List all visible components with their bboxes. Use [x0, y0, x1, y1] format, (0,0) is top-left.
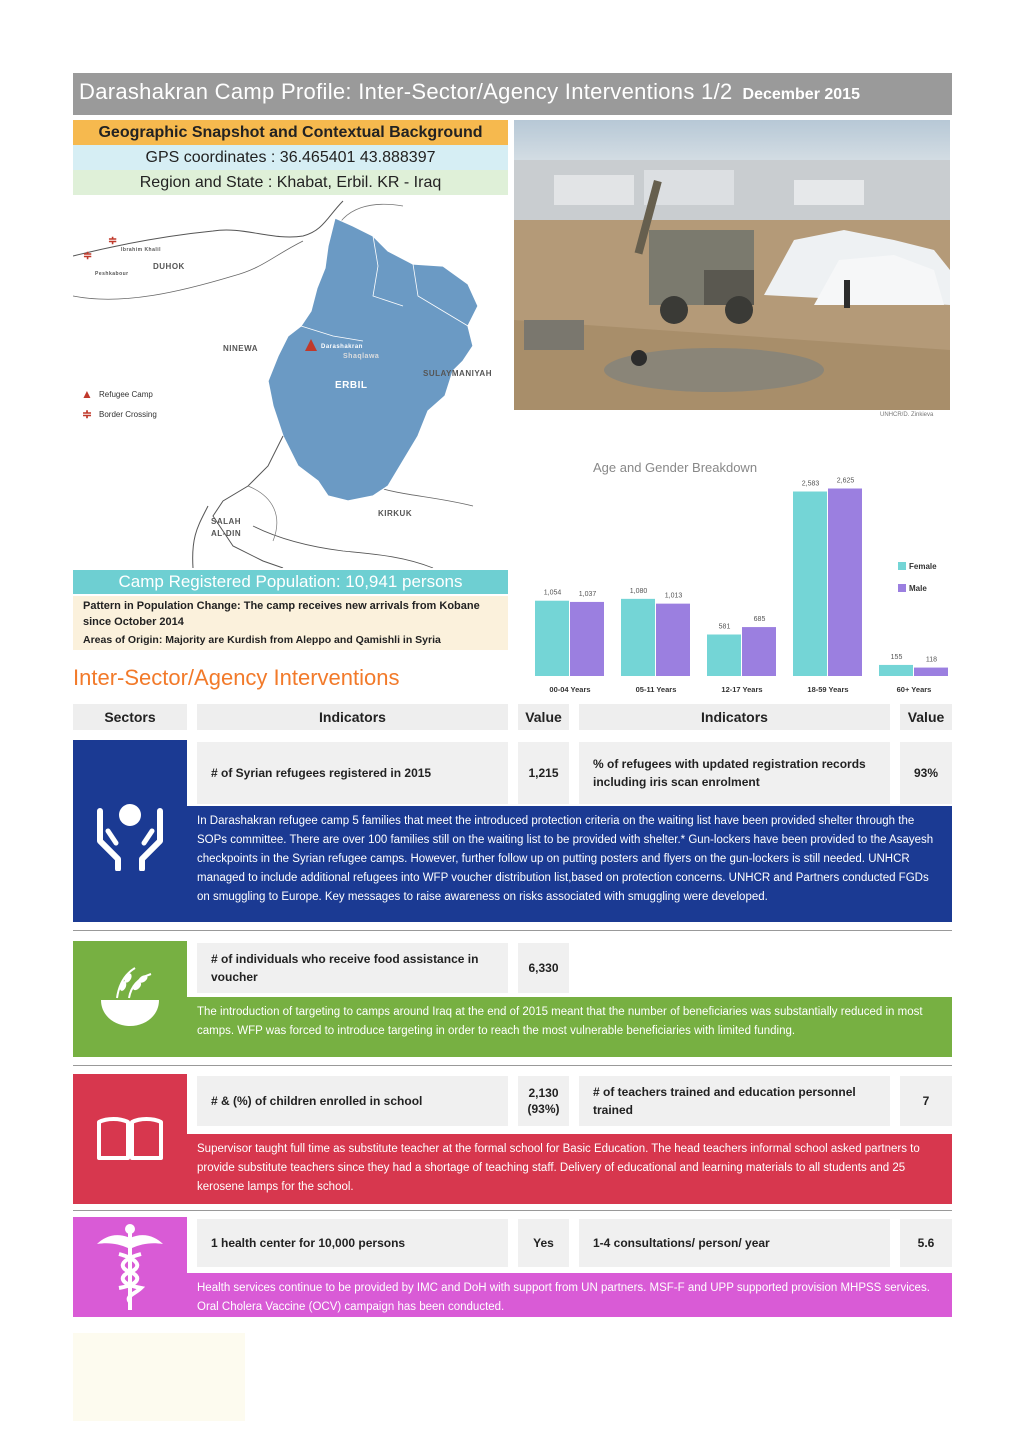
page-title: Darashakran Camp Profile: Inter-Sector/Agency Interventions 1/2 — [79, 79, 733, 104]
chart-data-label: 1,013 — [664, 592, 683, 600]
map-label-peshkabour: Peshkabour — [95, 271, 129, 277]
map-label-ninewa: NINEWA — [223, 344, 258, 353]
svg-text:≑: ≑ — [83, 250, 93, 262]
chart-bar — [707, 635, 741, 677]
chart-data-label: 685 — [753, 616, 766, 624]
section-divider — [73, 1065, 952, 1066]
chart-category-label: 18-59 Years — [807, 685, 849, 694]
report-date: December 2015 — [742, 86, 860, 103]
chart-data-label: 1,080 — [629, 587, 648, 595]
chart-data-label: 581 — [718, 623, 731, 631]
border-crossing-icon: ≑ — [81, 407, 93, 421]
map-label-erbil: ERBIL — [335, 380, 368, 391]
map-label-shaqlawa: Shaqlawa — [343, 353, 380, 360]
food-bowl-icon — [95, 964, 165, 1034]
chart-data-label: 2,625 — [836, 477, 855, 485]
protection-indicator-1: # of Syrian refugees registered in 2015 — [197, 742, 508, 804]
map-label-duhok: DUHOK — [153, 262, 185, 271]
header-indicators: Indicators — [197, 704, 508, 730]
chart-bar — [793, 492, 827, 677]
protection-sector — [73, 740, 187, 922]
map-label-aldin: AL-DIN — [211, 529, 242, 538]
food-indicator-1: # of individuals who receive food assistance in voucher — [197, 943, 508, 993]
protection-value-2: 93% — [900, 742, 952, 804]
open-book-icon — [95, 1114, 165, 1164]
legend-camp: ▲ Refugee Camp — [81, 387, 153, 401]
chart-bar — [742, 627, 776, 676]
education-indicator-2: # of teachers trained and education personnel trained — [579, 1076, 890, 1126]
chart-category-label: 00-04 Years — [549, 685, 591, 694]
education-narrative: Supervisor taught full time as substitute teacher at the formal school for Basic Education. The head teachers informal school asked partners to provide substitute teachers since they had a shortage of teaching staff. Delivery of educational and learning materials to all students and 25 kerosene lamps for the school. — [187, 1134, 952, 1204]
section-divider — [73, 1210, 952, 1211]
chart-bar — [570, 602, 604, 676]
chart-bar — [535, 601, 569, 676]
chart-title: Age and Gender Breakdown — [593, 460, 758, 475]
chart-data-label: 118 — [925, 656, 938, 664]
protection-hands-icon — [90, 791, 170, 871]
caduceus-icon — [95, 1222, 165, 1312]
header-sectors: Sectors — [73, 704, 187, 730]
chart-legend-swatch — [898, 562, 906, 570]
health-value-2: 5.6 — [900, 1219, 952, 1267]
age-gender-chart — [520, 450, 960, 700]
chart-data-label: 155 — [890, 653, 903, 661]
svg-text:≑: ≑ — [108, 235, 118, 247]
health-indicator-1: 1 health center for 10,000 persons — [197, 1219, 508, 1267]
geo-snapshot — [73, 120, 508, 195]
education-value-2: 7 — [900, 1076, 952, 1126]
header-value: Value — [518, 704, 569, 730]
health-indicator-2: 1-4 consultations/ person/ year — [579, 1219, 890, 1267]
chart-legend-label: Female — [909, 562, 937, 571]
map-label-salah: SALAH — [211, 517, 242, 526]
health-value-1: Yes — [518, 1219, 569, 1267]
location-map — [73, 196, 508, 568]
chart-legend-swatch — [898, 584, 906, 592]
page-title-bar — [73, 73, 952, 115]
legend-crossing: ≑ Border Crossing — [81, 407, 157, 421]
chart-data-label: 2,583 — [801, 480, 820, 488]
chart-legend-label: Male — [909, 584, 927, 593]
map-label-darashakran: Darashakran — [321, 344, 363, 350]
camp-photo — [514, 120, 950, 410]
chart-category-label: 05-11 Years — [635, 685, 677, 694]
geo-heading: Geographic Snapshot and Contextual Background — [73, 120, 508, 145]
food-value-1: 6,330 — [518, 943, 569, 993]
protection-value-1: 1,215 — [518, 742, 569, 804]
section-divider — [73, 930, 952, 931]
areas-of-origin: Areas of Origin: Majority are Kurdish from Aleppo and Qamishli in Syria — [73, 630, 508, 650]
food-sector — [73, 941, 187, 1057]
chart-bar — [828, 489, 862, 677]
health-narrative: Health services continue to be provided by IMC and DoH with support from UN partners. MSF-F and UPP supported provision MHPSS services. Oral Cholera Vaccine (OCV) campaign has been conducted. — [187, 1273, 952, 1317]
interventions-title: Inter-Sector/Agency Interventions — [73, 665, 400, 690]
gps-coordinates: GPS coordinates : 36.465401 43.888397 — [73, 145, 508, 170]
chart-bar — [879, 665, 913, 676]
header-value-2: Value — [900, 704, 952, 730]
registered-population: Camp Registered Population: 10,941 persons — [73, 570, 508, 594]
education-sector — [73, 1074, 187, 1204]
food-narrative: The introduction of targeting to camps around Iraq at the end of 2015 meant that the number of beneficiaries was substantially reduced in most camps. WFP was forced to introduce targeting in order to reach the most vulnerable beneficiaries with limited funding. — [187, 997, 952, 1057]
chart-data-label: 1,054 — [543, 589, 562, 597]
refugee-camp-icon: ▲ — [81, 387, 93, 401]
map-label-sulaymaniyah: SULAYMANIYAH — [423, 369, 492, 378]
photo-credit: UNHCR/D. Zinkieva — [880, 412, 934, 418]
blank-footer-box — [73, 1333, 245, 1421]
chart-category-label: 60+ Years — [896, 685, 932, 694]
map-label-kirkuk: KIRKUK — [378, 509, 413, 518]
chart-bar — [656, 604, 690, 676]
chart-data-label: 1,037 — [578, 590, 597, 598]
health-sector — [73, 1217, 187, 1317]
header-indicators-2: Indicators — [579, 704, 890, 730]
region-state: Region and State : Khabat, Erbil. KR - Iraq — [73, 170, 508, 195]
population-change-pattern: Pattern in Population Change: The camp receives new arrivals from Kobane since October 2014 — [73, 596, 508, 630]
protection-indicator-2: % of refugees with updated registration records including iris scan enrolment — [579, 742, 890, 804]
chart-bar — [914, 668, 948, 676]
chart-category-label: 12-17 Years — [721, 685, 763, 694]
education-value-1: 2,130 (93%) — [518, 1076, 569, 1126]
protection-narrative: In Darashakran refugee camp 5 families that meet the introduced protection criteria on the waiting list have been provided shelter through the SOPs committee. There are over 100 families still on the waiting list to be provided with shelter.* Gun-lockers have been provided to the Asayesh checkpoints in the Syrian refugee camps. However, further follow up on putting posters and flyers on the gun-lockers is still needed. UNHCR managed to include additional refugees into WFP voucher distribution list,based on protection concerns. UNHCR and Partners conducted FGDs on smuggling to Europe. Key messages to raise awareness on risks associated with smuggling were developed. — [187, 806, 952, 922]
map-label-ibrahim-khalil: Ibrahim Khalil — [121, 247, 162, 253]
education-indicator-1: # & (%) of children enrolled in school — [197, 1076, 508, 1126]
chart-bar — [621, 599, 655, 676]
